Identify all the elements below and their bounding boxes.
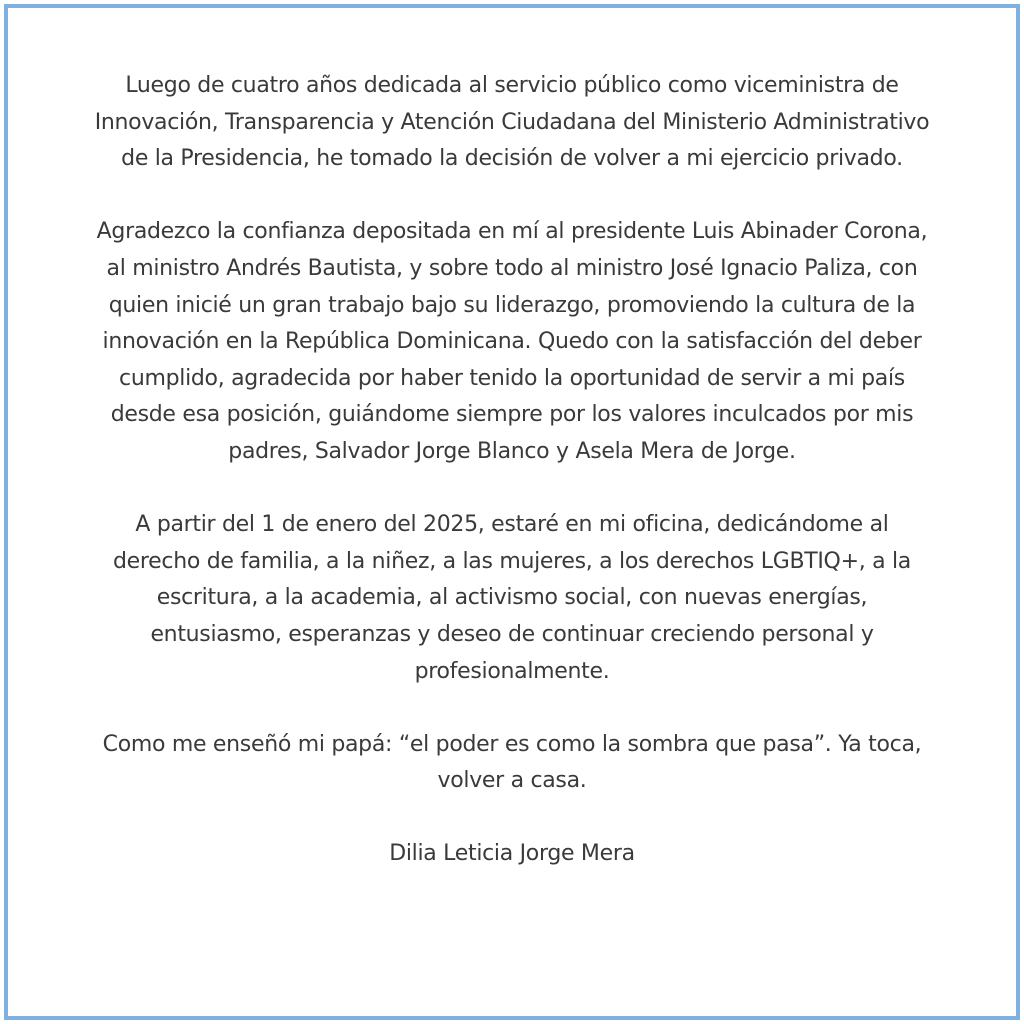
text-line: derecho de familia, a la niñez, a las mujeres, a los derechos LGBTIQ+, a la	[113, 548, 911, 574]
text-line: de la Presidencia, he tomado la decisión de volver a mi ejercicio privado.	[121, 146, 903, 172]
text-line: quien inicié un gran trabajo bajo su liderazgo, promoviendo la cultura de la	[108, 292, 916, 318]
text-line: profesionalmente.	[414, 658, 610, 684]
text-line: Como me enseñó mi papá: “el poder es como la sombra que pasa”. Ya toca,	[102, 731, 922, 757]
text-line: desde esa posición, guiándome siempre por los valores inculcados por mis	[110, 402, 914, 428]
paragraph-plans	[8, 507, 1016, 690]
letter-body	[8, 68, 1016, 873]
text-line: Luego de cuatro años dedicada al servicio público como viceministra de	[125, 73, 899, 98]
text-line: innovación en la República Dominicana. Quedo con la satisfacción del deber	[102, 329, 922, 355]
text-line: cumplido, agradecida por haber tenido la oportunidad de servir a mi país	[119, 365, 905, 391]
paragraph-intro	[8, 68, 1016, 178]
text-line: entusiasmo, esperanzas y deseo de continuar creciendo personal y	[150, 621, 874, 647]
paragraph-thanks	[8, 214, 1016, 470]
text-line: Agradezco la confianza depositada en mí al presidente Luis Abinader Corona,	[96, 219, 928, 245]
text-line: A partir del 1 de enero del 2025, estaré en mi oficina, dedicándome al	[135, 512, 889, 538]
text-line: padres, Salvador Jorge Blanco y Asela Mera de Jorge.	[228, 438, 796, 464]
signature-name: Dilia Leticia Jorge Mera	[389, 841, 635, 867]
text-line: al ministro Andrés Bautista, y sobre todo al ministro José Ignacio Paliza, con	[106, 255, 918, 281]
text-line: Innovación, Transparencia y Atención Ciudadana del Ministerio Administrativo	[94, 109, 930, 135]
paragraph-closing	[8, 727, 1016, 800]
signature	[8, 836, 1016, 873]
letter-frame	[4, 4, 1020, 1020]
text-line: escritura, a la academia, al activismo social, con nuevas energías,	[156, 585, 868, 611]
text-line: volver a casa.	[437, 768, 587, 794]
